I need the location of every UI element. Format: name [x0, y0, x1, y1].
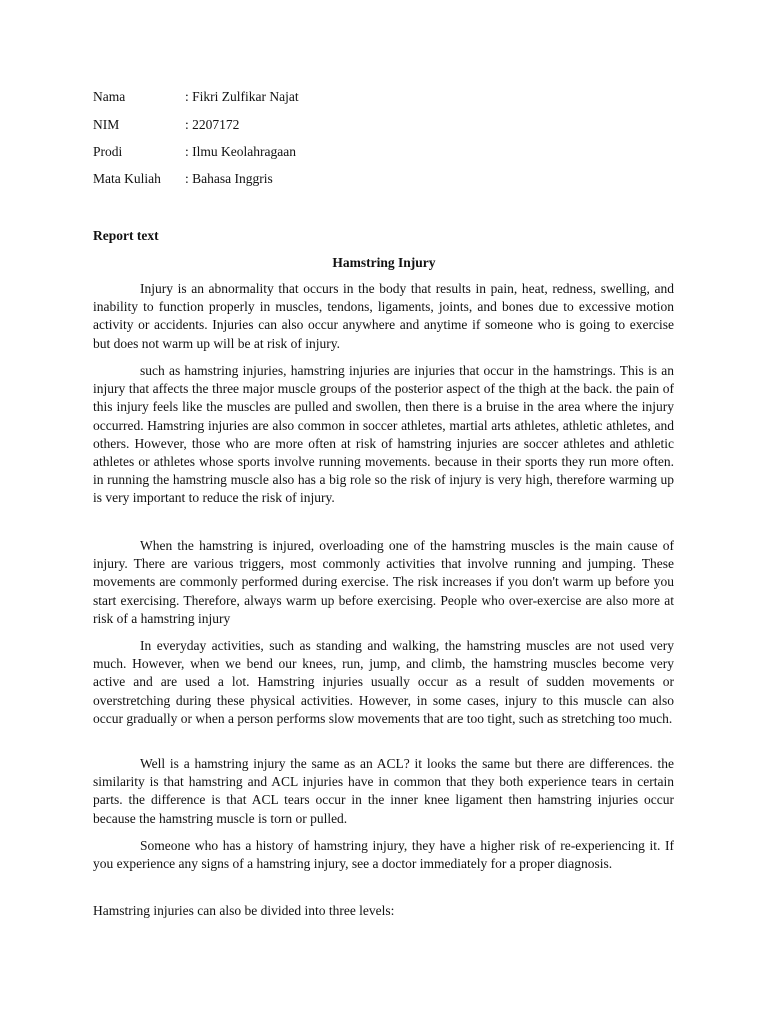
identity-row-mata-kuliah	[93, 170, 273, 188]
document-title: Hamstring Injury	[332, 255, 436, 270]
identity-label: NIM	[93, 117, 120, 132]
identity-value: : Fikri Zulfikar Najat	[185, 89, 299, 104]
section-heading: Report text	[93, 228, 159, 243]
identity-value: : Bahasa Inggris	[185, 171, 273, 186]
identity-value: : Ilmu Keolahragaan	[185, 144, 296, 159]
paragraph: such as hamstring injuries, hamstring injuries are injuries that occur in the hamstrings. This is an injury that affects the three major muscle groups of the posterior aspect of the thigh at the back. the pain of this injury feels like the muscles are pulled and swollen, then there is a bruise in the area where the injury occurred. Hamstring injuries are also common in soccer athletes, martial arts athletes, athletic athletes, and others. However, those who are more often at risk of hamstring injuries are soccer athletes and athletic athletes or athletes whose sports involve running movements. because in their sports they run more often. in running the hamstring muscle also has a big role so the risk of injury is very high, therefore warming up is very important to reduce the risk of injury.	[93, 363, 674, 506]
identity-row-nama	[93, 88, 299, 106]
identity-row-nim	[93, 116, 239, 134]
paragraph: Well is a hamstring injury the same as an ACL? it looks the same but there are differences. the similarity is that hamstring and ACL injuries have in common that they both experience tears in certain parts. the difference is that ACL tears occur in the inner knee ligament then hamstring injuries occur because the hamstring muscle is torn or pulled.	[93, 756, 674, 826]
identity-row-prodi	[93, 143, 296, 161]
paragraph: Someone who has a history of hamstring injury, they have a higher risk of re-experiencing it. If you experience any signs of a hamstring injury, see a doctor immediately for a proper diagnosis.	[93, 838, 674, 872]
identity-label: Mata Kuliah	[93, 171, 161, 186]
identity-label: Prodi	[93, 144, 123, 159]
identity-value: : 2207172	[185, 117, 240, 132]
paragraph: When the hamstring is injured, overloading one of the hamstring muscles is the main cause of injury. There are various triggers, most commonly activities that involve running and jumping. These movements are commonly performed during exercise. The risk increases if you don't warm up before you start exercising. Therefore, always warm up before exercising. People who over-exercise are also more at risk of a hamstring injury	[93, 538, 674, 626]
paragraph: In everyday activities, such as standing and walking, the hamstring muscles are not used very much. However, when we bend our knees, run, jump, and climb, the hamstring muscles become very active and are used a lot. Hamstring injuries usually occur as a result of sudden movements or overstretching during these physical activities. However, in some cases, injury to this muscle can also occur gradually or when a person performs slow movements that are too tight, such as stretching too much.	[93, 638, 674, 726]
paragraph: Injury is an abnormality that occurs in the body that results in pain, heat, redness, swelling, and inability to function properly in muscles, tendons, ligaments, joints, and bones due to excessive motion activity or accidents. Injuries can also occur anywhere and anytime if someone who is going to exercise but does not warm up will be at risk of injury.	[93, 281, 674, 351]
paragraph: Hamstring injuries can also be divided into three levels:	[93, 903, 395, 918]
identity-label: Nama	[93, 89, 126, 104]
